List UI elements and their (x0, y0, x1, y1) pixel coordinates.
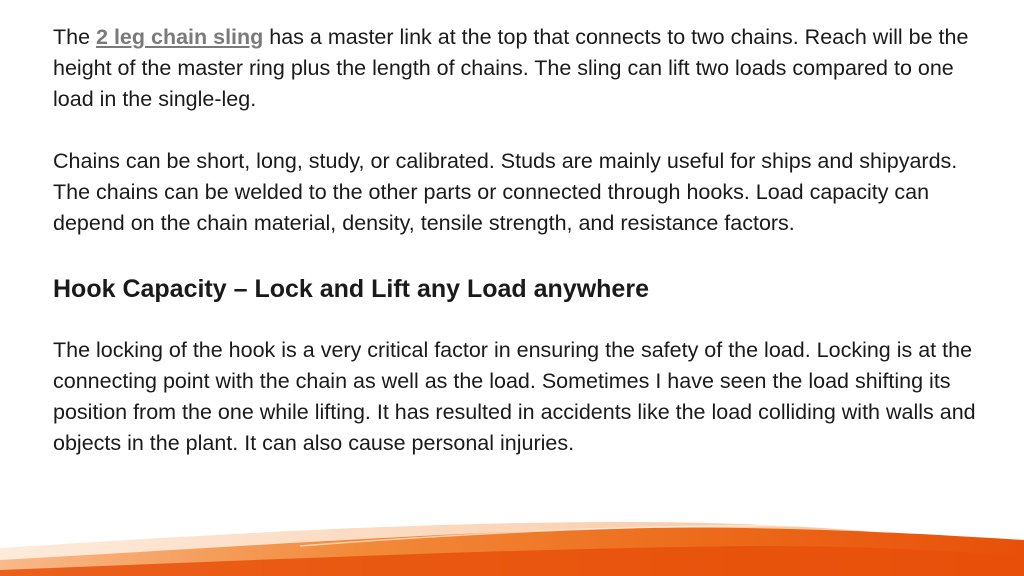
chain-sling-link[interactable]: 2 leg chain sling (96, 25, 264, 49)
paragraph-intro (53, 22, 983, 115)
paragraph-intro-prefix: The (53, 25, 97, 49)
paragraph-intro-suffix: has a master link at the top that connects to two chains. Reach will be the height of the master ring plus the length of chains. The sling can lift two loads compared to one load in the single-leg. (53, 25, 969, 111)
slide-content (53, 22, 983, 459)
section-heading: Hook Capacity – Lock and Lift any Load anywhere (53, 275, 649, 303)
paragraph-chains: Chains can be short, long, study, or calibrated. Studs are mainly useful for ships and shipyards. The chains can be welded to the other parts or connected through hooks. Load capacity can depend on the chain material, density, tensile strength, and resistance factors. (53, 149, 958, 235)
paragraph-hook-locking: The locking of the hook is a very critical factor in ensuring the safety of the load. Locking is at the connecting point with the chain as well as the load. Sometimes I have seen the load shifting its position from the one while lifting. It has resulted in accidents like the load colliding with walls and objects in the plant. It can also cause personal injuries. (53, 338, 976, 455)
